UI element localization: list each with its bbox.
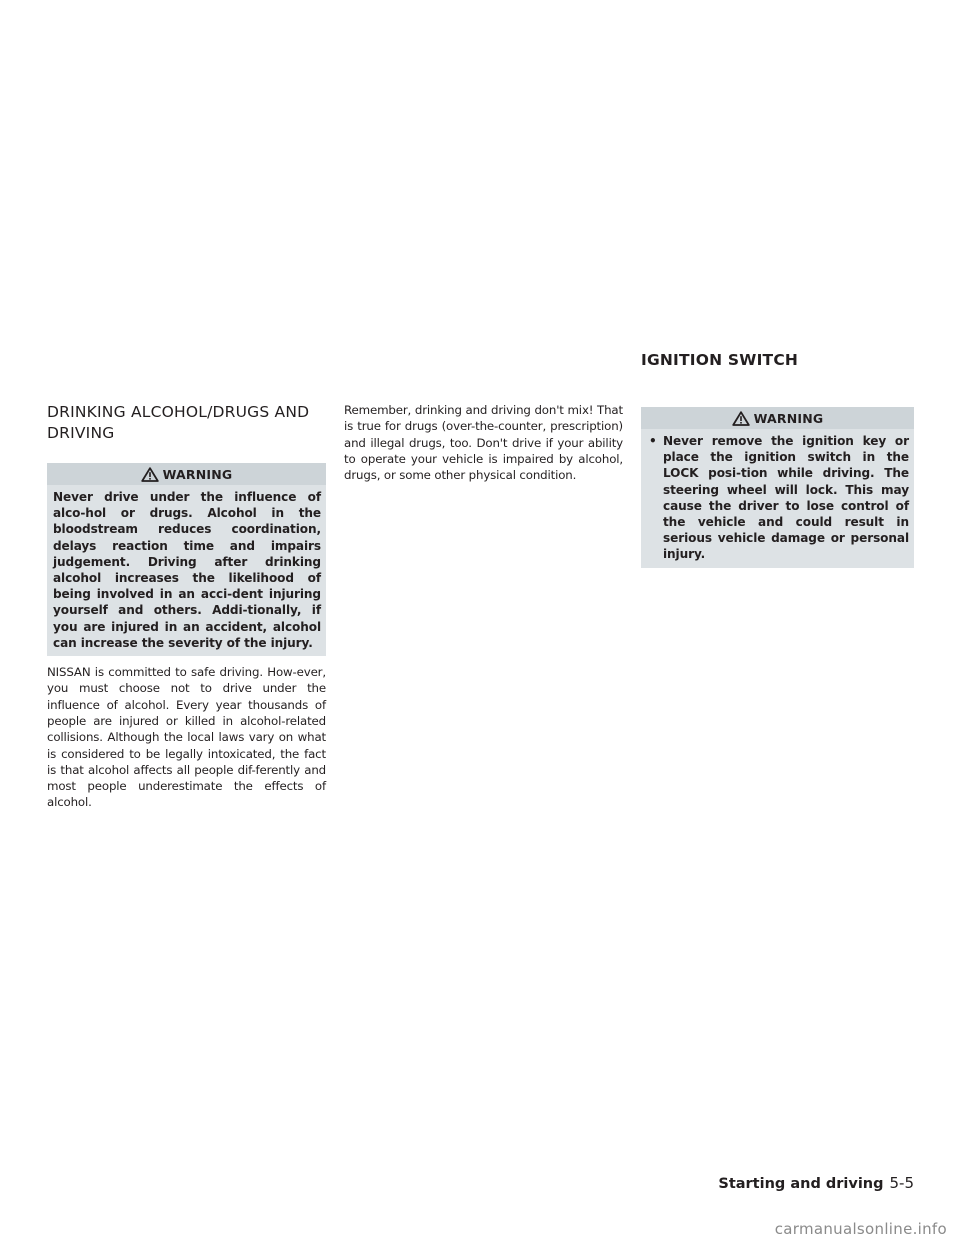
warning-header — [641, 407, 914, 429]
warning-text: Never drive under the influence of alco-hol or drugs. Alcohol in the bloodstream reduces coordination, delays reaction time and impairs judgement. Driving after drinking alcohol increases the likelihood of being involved in an acci-dent injuring yourself and others. Addi-tionally, if you are injured in an accident, alcohol can increase the severity of the injury. — [53, 490, 321, 650]
column-middle — [344, 402, 623, 483]
warning-box-ignition — [641, 407, 914, 568]
warning-item-text: Never remove the ignition key or place the ignition switch in the LOCK posi-tion while driving. The steering wheel will lock. This may cause the driver to lose control of the vehicle and could result in serious vehicle damage or personal injury. — [663, 434, 909, 562]
paragraph-commitment: NISSAN is committed to safe driving. How-ever, you must choose not to drive under the influence of alcohol. Every year thousands of people are injured or killed in alcohol-related collisions. Although the local laws vary on what is considered to be legally intoxicated, the fact is that alcohol affects all people dif-ferently and most people underestimate the effects of alcohol. — [47, 665, 326, 810]
paragraph-remember: Remember, drinking and driving don't mix! That is true for drugs (over-the-counter, prescription) and illegal drugs, too. Don't drive if your ability to operate your vehicle is impaired by alcohol, drugs, or some other physical condition. — [344, 403, 623, 483]
warning-label: WARNING — [162, 466, 233, 482]
warning-label: WARNING — [753, 410, 824, 426]
bullet: • — [649, 434, 657, 448]
section-title-ignition-switch: IGNITION SWITCH — [641, 351, 799, 369]
warning-box-alcohol — [47, 463, 326, 656]
warning-triangle-icon — [732, 411, 750, 426]
section-title-drinking: DRINKING ALCOHOL/DRUGS AND DRIVING — [47, 403, 310, 442]
warning-body — [641, 429, 914, 568]
column-right — [641, 407, 914, 568]
warning-header — [47, 463, 326, 485]
page-number: 5-5 — [889, 1174, 914, 1192]
warning-triangle-icon — [141, 467, 159, 482]
footer-chapter-title: Starting and driving — [718, 1176, 884, 1192]
warning-body — [47, 485, 326, 656]
page-footer — [718, 1174, 914, 1192]
watermark: carmanualsonline.info — [0, 1215, 960, 1242]
column-left — [47, 402, 326, 811]
list-item — [647, 433, 909, 563]
warning-list — [647, 433, 909, 563]
